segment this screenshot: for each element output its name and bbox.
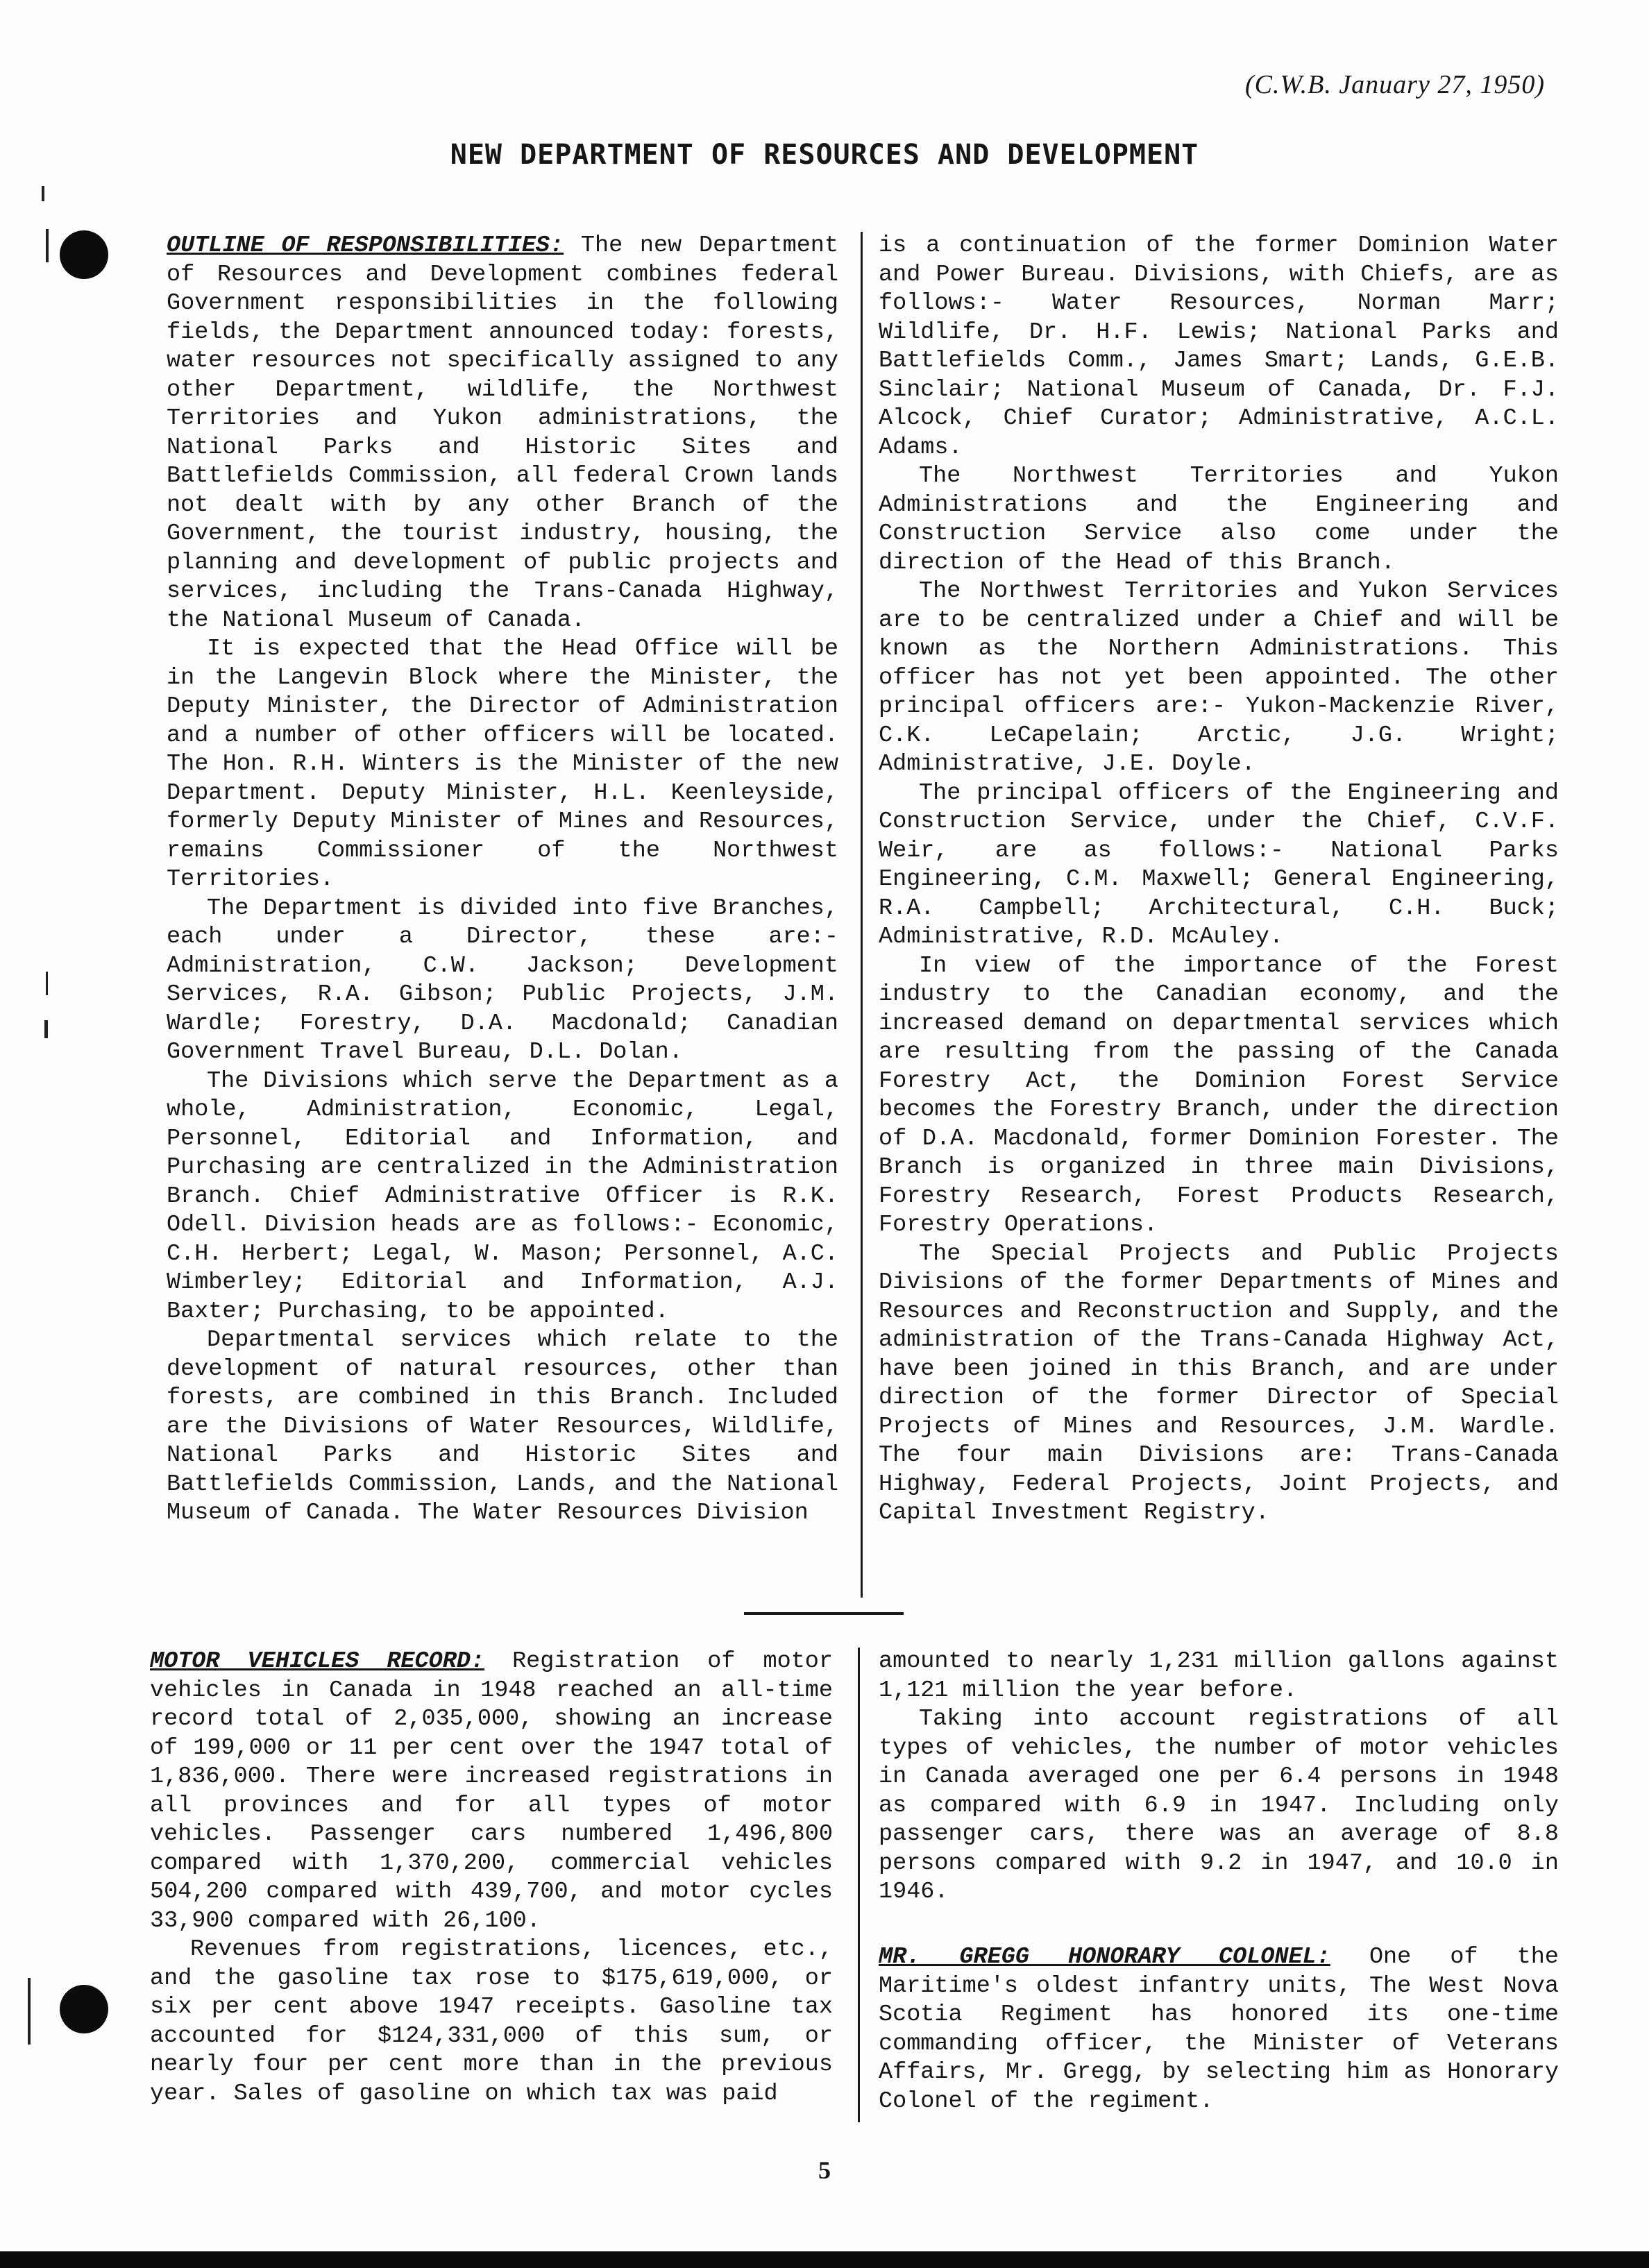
article-2-heading: MOTOR VEHICLES RECORD:	[150, 1648, 485, 1675]
dateline: (C.W.B. January 27, 1950)	[1244, 70, 1545, 99]
article-1-left-column	[167, 232, 838, 1528]
page-title: NEW DEPARTMENT OF RESOURCES AND DEVELOPMENT	[450, 139, 1199, 171]
margin-mark	[28, 1978, 31, 2045]
margin-mark	[46, 229, 49, 262]
paragraph: In view of the importance of the Forest industry to the Canadian economy, and the increased demand on departmental services which are resulting from the passing of the Canada Forestry Act, the Dominion Forest Service becomes the Forestry Branch, under the direction of D.A. Macdonald, former Dominion Forester. The Branch is organized in three main Divisions, Forestry Research, Forest Products Research, Forestry Operations.	[879, 952, 1559, 1238]
paragraph: The Divisions which serve the Department as a whole, Administration, Economic, Legal, Personnel, Editorial and Information, and Purchasing are centralized in the Administration Branch. Chief Administrative Officer is R.K. Odell. Division heads are as follows:- Economic, C.H. Herbert; Legal, W. Mason; Personnel, A.C. Wimberley; Editorial and Information, A.J. Baxter; Purchasing, to be appointed.	[167, 1067, 838, 1325]
paragraph: It is expected that the Head Office will be in the Langevin Block where the Minister, the Deputy Minister, the Director of Administration and a number of other officers will be located. The Hon. R.H. Winters is the Minister of the new Department. Deputy Minister, H.L. Keenleyside, formerly Deputy Minister of Mines and Resources, remains Commissioner of the Northwest Territories.	[167, 636, 838, 892]
article-3	[879, 1943, 1559, 2116]
article-1-right-column	[879, 232, 1559, 1528]
article-2-left-column	[150, 1648, 833, 2108]
paragraph: The Department is divided into five Branches, each under a Director, these are:- Administration, C.W. Jackson; Development Services, R.A. Gibson; Public Projects, J.M. Wardle; Forestry, D.A. Macdonald; Canadian Government Travel Bureau, D.L. Dolan.	[167, 895, 838, 1065]
paragraph: One of the Maritime's oldest infantry units, The West Nova Scotia Regiment has honored its one-time commanding officer, the Minister of Veterans Affairs, Mr. Gregg, by selecting him as Honorary Colonel of the regiment.	[879, 1944, 1559, 2115]
paragraph: is a continuation of the former Dominion Water and Power Bureau. Divisions, with Chiefs, are as follows:- Water Resources, Norman Marr; Wildlife, Dr. H.F. Lewis; National Parks and Battlefields Comm., James Smart; Lands, G.E.B. Sinclair; National Museum of Canada, Dr. F.J. Alcock, Chief Curator; Administrative, A.C.L. Adams.	[879, 232, 1559, 461]
paragraph: The new Department of Resources and Development combines federal Government responsibilities in the following fields, the Department announced today: forests, water resources not specifically assigned to any other Department, wildlife, the Northwest Territories and Yukon administrations, the National Parks and Historic Sites and Battlefields Commission, all federal Crown lands not dealt with by any other Branch of the Government, the tourist industry, housing, the planning and development of public projects and services, including the Trans-Canada Highway, the National Museum of Canada.	[167, 232, 838, 634]
punch-hole-top	[60, 230, 108, 279]
article-2-right-column	[879, 1648, 1559, 1907]
margin-mark	[44, 1020, 48, 1038]
column-divider	[861, 232, 863, 1598]
margin-mark	[42, 186, 44, 201]
article-1-heading: OUTLINE OF RESPONSIBILITIES:	[167, 232, 564, 259]
page-bottom-edge	[0, 2251, 1649, 2268]
paragraph: Departmental services which relate to the development of natural resources, other than forests, are combined in this Branch. Included are the Divisions of Water Resources, Wildlife, National Parks and Historic Sites and Battlefields Commission, Lands, and the National Museum of Canada. The Water Resources Division	[167, 1327, 838, 1526]
article-3-heading: MR. GREGG HONORARY COLONEL:	[879, 1944, 1330, 1970]
paragraph: Revenues from registrations, licences, etc., and the gasoline tax rose to $175,619,000, or six per cent above 1947 receipts. Gasoline tax accounted for $124,331,000 of this sum, or nearly four per cent more than in the previous year. Sales of gasoline on which tax was paid	[150, 1936, 833, 2107]
paragraph: Taking into account registrations of all types of vehicles, the number of motor vehicles in Canada averaged one per 6.4 persons in 1948 as compared with 6.9 in 1947. Including only passenger cars, there was an average of 8.8 persons compared with 9.2 in 1947, and 10.0 in 1946.	[879, 1706, 1559, 1905]
paragraph: The Special Projects and Public Projects Divisions of the former Departments of Mines and Resources and Reconstruction and Supply, and the administration of the Trans-Canada Highway Act, have been joined in this Branch, and are under direction of the former Director of Special Projects of Mines and Resources, J.M. Wardle. The four main Divisions are: Trans-Canada Highway, Federal Projects, Joint Projects, and Capital Investment Registry.	[879, 1240, 1559, 1526]
punch-hole-bottom	[60, 1985, 108, 2033]
paragraph: The principal officers of the Engineering and Construction Service, under the Chief, C.V.F. Weir, are as follows:- National Parks Engineering, C.M. Maxwell; General Engineering, R.A. Campbell; Architectural, C.H. Buck; Administrative, R.D. McAuley.	[879, 779, 1559, 950]
paragraph: amounted to nearly 1,231 million gallons against 1,121 million the year before.	[879, 1648, 1559, 1704]
column-divider	[858, 1648, 860, 2122]
section-separator	[744, 1612, 904, 1615]
paragraph: Registration of motor vehicles in Canada in 1948 reached an all-time record total of 2,035,000, showing an increase of 199,000 or 11 per cent over the 1947 total of 1,836,000. There were increased registrations in all provinces and for all types of motor vehicles. Passenger cars numbered 1,496,800 compared with 1,370,200, commercial vehicles 504,200 compared with 439,700, and motor cycles 33,900 compared with 26,100.	[150, 1648, 834, 1934]
margin-mark	[46, 972, 48, 995]
paragraph: The Northwest Territories and Yukon Services are to be centralized under a Chief and will be known as the Northern Administrations. This officer has not yet been appointed. The other principal officers are:- Yukon-Mackenzie River, C.K. LeCapelain; Arctic, J.G. Wright; Administrative, J.E. Doyle.	[879, 578, 1559, 777]
paragraph: The Northwest Territories and Yukon Administrations and the Engineering and Construction Service also come under the direction of the Head of this Branch.	[879, 463, 1559, 576]
page-number: 5	[818, 2156, 831, 2184]
